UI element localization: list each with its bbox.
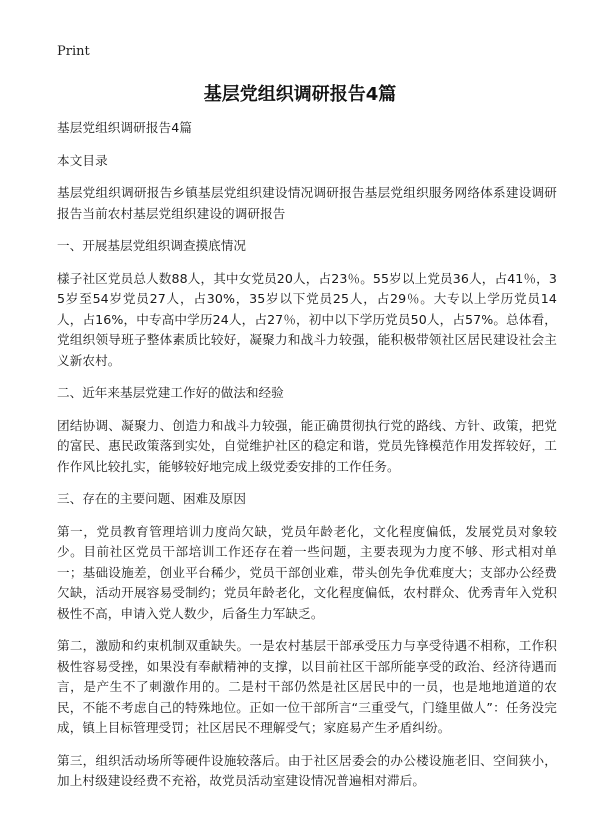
section-3-heading: 三、存在的主要问题、困难及原因: [57, 491, 246, 506]
section-3-para-2: 第二，激励和约束机制双重缺失。一是农村基层干部承受压力与享受待遇不相称，工作积极性容易受挫，如果没有奉献精神的支撑，以目前社区干部所能享受的政治、经济待遇而言，是产生不了刺激作用的。二是村干部仍然是社区居民中的一员，也是地地道道的农民，不能不考虑自己的特殊地位。正如一位干部所言“三重受气，门缝里做人”：任务没完成，镇上目标管理受罚；社区居民不理解受气；家庭易产生矛盾纠纷。: [57, 638, 557, 735]
document-title: 基层党组织调研报告4篇: [203, 84, 397, 105]
section-3-para-3: 第三，组织活动场所等硬件设施较落后。由于社区居委会的办公楼设施老旧、空间狭小，加上村级建设经费不充裕，故党员活动室建设情况普遍相对滞后。: [57, 752, 557, 788]
section-3-para-1: 第一，党员教育管理培训力度尚欠缺，党员年龄老化，文化程度偏低，发展党员对象较少。目前社区党员干部培训工作还存在着一些问题，主要表现为力度不够、形式相对单一；基础设施差，创业平台稀少，党员干部创业难，带头创先争优难度大；支部办公经费欠缺，活动开展容易受制约；党员年龄老化，文化程度偏低，农村群众、优秀青年入党积极性不高，申请入党人数少，后备生力军缺乏。: [57, 523, 557, 621]
print-link[interactable]: Print: [57, 44, 90, 59]
section-2-body: 团结协调、凝聚力、创造力和战斗力较强，能正确贯彻执行党的路线、方针、政策，把党的富民、惠民政策落到实处，自觉维护社区的稳定和谐，党员先锋模范作用发挥较好，工作作风比较扎实，能够较好地完成上级党委安排的工作任务。: [57, 417, 557, 474]
subtitle: 基层党组织调研报告4篇: [57, 120, 193, 135]
section-1-heading: 一、开展基层党组织调查摸底情况: [57, 238, 246, 253]
toc-label: 本文目录: [57, 152, 108, 168]
section-2-heading: 二、近年来基层党建工作好的做法和经验: [57, 385, 284, 400]
document-body: [57, 118, 557, 804]
section-1-body: 樣子社区党员总人数88人，其中女党员20人，占23％。55岁以上党员36人，占41％，35岁至54岁党员27人，占30%，35岁以下党员25人，占29％。大专以上学历党员14人，占16%，中专高中学历24人，占27％，初中以下学历党员50人，占57%。总体看，党组织领导班子整体素质比较好，凝聚力和战斗力较强，能积极带领社区居民建设社会主义新农村。: [57, 270, 557, 368]
toc-text: 基层党组织调研报告乡镇基层党组织建设情况调研报告基层党组织服务网络体系建设调研报告当前农村基层党组织建设的调研报告: [57, 185, 557, 221]
